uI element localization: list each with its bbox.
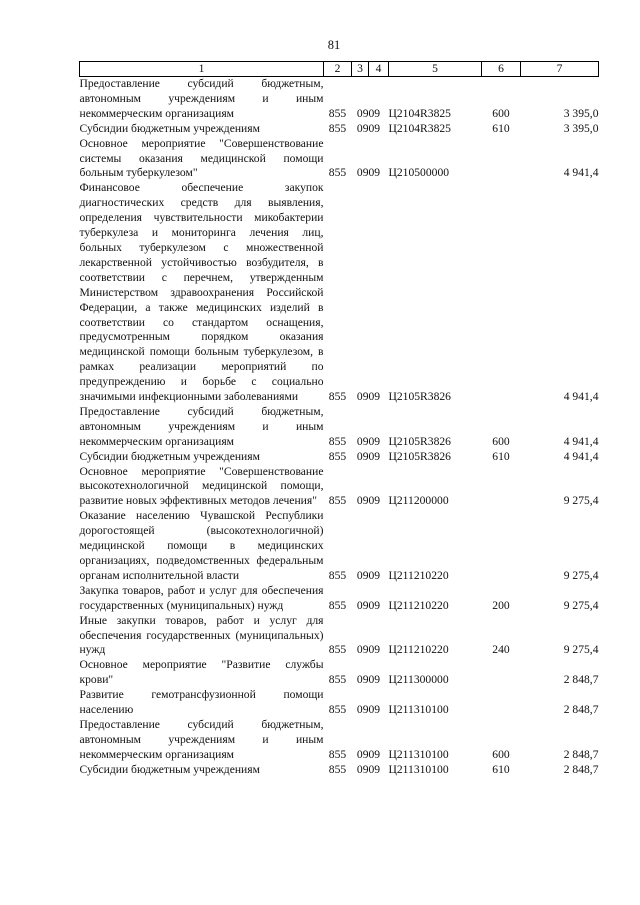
amount-cell: 9 275,4 — [563, 568, 599, 582]
subsection-code-cell: 09 — [368, 673, 381, 687]
header-col-5: 5 — [389, 62, 482, 77]
grbs-code-cell: 855 — [328, 643, 347, 657]
table-row — [80, 584, 599, 614]
expense-type-code-cell: 610 — [492, 762, 510, 776]
section-code-cell: 09 — [356, 121, 369, 135]
section-code-cell: 09 — [356, 568, 369, 582]
header-col-4: 4 — [369, 62, 389, 77]
table-row — [80, 658, 599, 688]
subsection-code-cell: 09 — [368, 390, 381, 404]
grbs-code-cell: 855 — [328, 106, 347, 120]
amount-cell: 9 275,4 — [563, 643, 599, 657]
amount-cell: 2 848,7 — [563, 673, 599, 687]
row-name-cell: Финансовое обеспечение закупок диагностических средств для выявления, определения чувствительности микобактерии туберкулеза и мониторинга лечения лиц, больных туберкулезом с множественной лекарственной устойчивостью возбудителя, в соответствии с перечнем, утвержденным Министерством здравоохранения Российской Федерации, а также медицинских изделий в соответствии со стандартом оснащения, предусмотренным порядком оказания медицинской помощи больным туберкулезом, в рамках реализации мероприятий по предупреждению и борьбе с социально значимыми инфекционными заболеваниями — [79, 181, 324, 404]
target-item-code-cell: Ц210500000 — [388, 166, 450, 180]
expense-type-code-cell — [482, 181, 521, 405]
grbs-code-cell: 855 — [328, 121, 347, 135]
row-name-cell: Предоставление субсидий бюджетным, автономным учреждениям и иным некоммерческим организациям — [79, 77, 324, 120]
section-code-cell: 09 — [356, 434, 369, 448]
subsection-code-cell: 09 — [368, 449, 381, 463]
expense-type-code-cell — [482, 658, 521, 688]
grbs-code-cell: 855 — [328, 449, 347, 463]
target-item-code-cell: Ц211210220 — [388, 598, 449, 612]
grbs-code-cell: 855 — [328, 598, 347, 612]
section-code-cell: 09 — [356, 673, 369, 687]
subsection-code-cell: 09 — [368, 106, 381, 120]
row-name-cell: Оказание населению Чувашской Республики дорогостоящей (высокотехнологичной) медицинской помощи в медицинских организациях, подведомственных федеральным органам исполнительной власти — [79, 509, 324, 582]
amount-cell: 2 848,7 — [563, 762, 599, 776]
amount-cell: 2 848,7 — [563, 747, 599, 761]
header-col-2: 2 — [324, 62, 352, 77]
row-name-cell: Предоставление субсидий бюджетным, автономным учреждениям и иным некоммерческим организациям — [79, 404, 324, 448]
section-code-cell: 09 — [356, 598, 369, 612]
row-name-cell: Предоставление субсидий бюджетным, автономным учреждениям и иным некоммерческим организациям — [79, 717, 324, 761]
table-row — [80, 718, 599, 763]
section-code-cell: 09 — [356, 449, 369, 463]
section-code-cell: 09 — [356, 166, 369, 180]
table-row — [80, 450, 599, 465]
subsection-code-cell: 09 — [368, 434, 381, 448]
target-item-code-cell: Ц211210220 — [388, 568, 449, 582]
expense-type-code-cell: 200 — [492, 598, 510, 612]
target-item-code-cell: Ц2104R3825 — [388, 121, 451, 135]
amount-cell: 4 941,4 — [563, 166, 599, 180]
expense-type-code-cell — [482, 688, 521, 718]
header-col-1: 1 — [80, 62, 324, 77]
target-item-code-cell: Ц211200000 — [388, 494, 449, 508]
table-row — [80, 122, 599, 137]
row-name-cell: Субсидии бюджетным учреждениям — [79, 762, 260, 776]
table-row — [80, 688, 599, 718]
row-name-cell: Закупка товаров, работ и услуг для обеспечения государственных (муниципальных) нужд — [79, 583, 324, 612]
grbs-code-cell: 855 — [328, 390, 347, 404]
grbs-code-cell: 855 — [328, 166, 347, 180]
expense-type-code-cell: 600 — [492, 106, 510, 120]
row-name-cell: Основное мероприятие "Развитие службы крови" — [79, 658, 324, 687]
table-row — [80, 465, 599, 510]
subsection-code-cell: 09 — [368, 568, 381, 582]
target-item-code-cell: Ц211210220 — [388, 643, 449, 657]
grbs-code-cell: 855 — [328, 762, 347, 776]
amount-cell: 3 395,0 — [563, 106, 599, 120]
table-row — [80, 181, 599, 405]
row-name-cell: Субсидии бюджетным учреждениям — [79, 121, 260, 135]
target-item-code-cell: Ц2105R3826 — [388, 434, 451, 448]
target-item-code-cell: Ц2105R3826 — [388, 390, 451, 404]
header-col-6: 6 — [482, 62, 521, 77]
grbs-code-cell: 855 — [328, 747, 347, 761]
amount-cell: 9 275,4 — [563, 494, 599, 508]
target-item-code-cell: Ц2105R3826 — [388, 449, 451, 463]
target-item-code-cell: Ц211310100 — [388, 762, 449, 776]
row-name-cell: Основное мероприятие "Совершенствование системы оказания медицинской помощи больным туберкулезом" — [79, 136, 324, 180]
expense-type-code-cell: 240 — [492, 643, 510, 657]
section-code-cell: 09 — [356, 494, 369, 508]
amount-cell: 4 941,4 — [563, 449, 599, 463]
page-number: 81 — [327, 38, 341, 52]
table-row — [80, 763, 599, 778]
subsection-code-cell: 09 — [368, 762, 381, 776]
expense-type-code-cell: 600 — [492, 747, 510, 761]
expense-type-code-cell: 610 — [492, 449, 510, 463]
table-body — [80, 77, 599, 778]
table-row — [80, 614, 599, 659]
expense-type-code-cell — [482, 137, 521, 182]
amount-cell: 4 941,4 — [563, 434, 599, 448]
row-name-cell: Иные закупки товаров, работ и услуг для обеспечения государственных (муниципальных) нужд — [79, 613, 324, 657]
target-item-code-cell: Ц211300000 — [388, 673, 449, 687]
table-row — [80, 77, 599, 122]
amount-cell: 9 275,4 — [563, 598, 599, 612]
section-code-cell: 09 — [356, 747, 369, 761]
subsection-code-cell: 09 — [368, 598, 381, 612]
grbs-code-cell: 855 — [328, 673, 347, 687]
table-row — [80, 509, 599, 584]
section-code-cell: 09 — [356, 643, 369, 657]
subsection-code-cell: 09 — [368, 747, 381, 761]
section-code-cell: 09 — [356, 762, 369, 776]
grbs-code-cell: 855 — [328, 434, 347, 448]
subsection-code-cell: 09 — [368, 166, 381, 180]
target-item-code-cell: Ц211310100 — [388, 747, 449, 761]
row-name-cell: Развитие гемотрансфузионной помощи населению — [79, 688, 324, 717]
target-item-code-cell: Ц211310100 — [388, 703, 449, 717]
subsection-code-cell: 09 — [368, 121, 381, 135]
expense-type-code-cell: 610 — [492, 121, 510, 135]
table-header — [80, 62, 599, 77]
table-row — [80, 137, 599, 182]
expense-type-code-cell — [482, 509, 521, 584]
expense-type-code-cell: 600 — [492, 434, 510, 448]
subsection-code-cell: 09 — [368, 643, 381, 657]
expense-type-code-cell — [482, 465, 521, 510]
row-name-cell: Основное мероприятие "Совершенствование высокотехнологичной медицинской помощи, развитие новых эффективных методов лечения" — [79, 464, 324, 508]
target-item-code-cell: Ц2104R3825 — [388, 106, 451, 120]
grbs-code-cell: 855 — [328, 703, 347, 717]
amount-cell: 4 941,4 — [563, 390, 599, 404]
subsection-code-cell: 09 — [368, 494, 381, 508]
grbs-code-cell: 855 — [328, 494, 347, 508]
row-name-cell: Субсидии бюджетным учреждениям — [79, 449, 260, 463]
section-code-cell: 09 — [356, 106, 369, 120]
amount-cell: 3 395,0 — [563, 121, 599, 135]
section-code-cell: 09 — [356, 703, 369, 717]
section-code-cell: 09 — [356, 390, 369, 404]
grbs-code-cell: 855 — [328, 568, 347, 582]
subsection-code-cell: 09 — [368, 703, 381, 717]
table-row — [80, 405, 599, 450]
header-col-7: 7 — [521, 62, 599, 77]
amount-cell: 2 848,7 — [563, 703, 599, 717]
header-row — [80, 62, 599, 77]
budget-table — [79, 61, 599, 778]
header-col-3: 3 — [352, 62, 369, 77]
